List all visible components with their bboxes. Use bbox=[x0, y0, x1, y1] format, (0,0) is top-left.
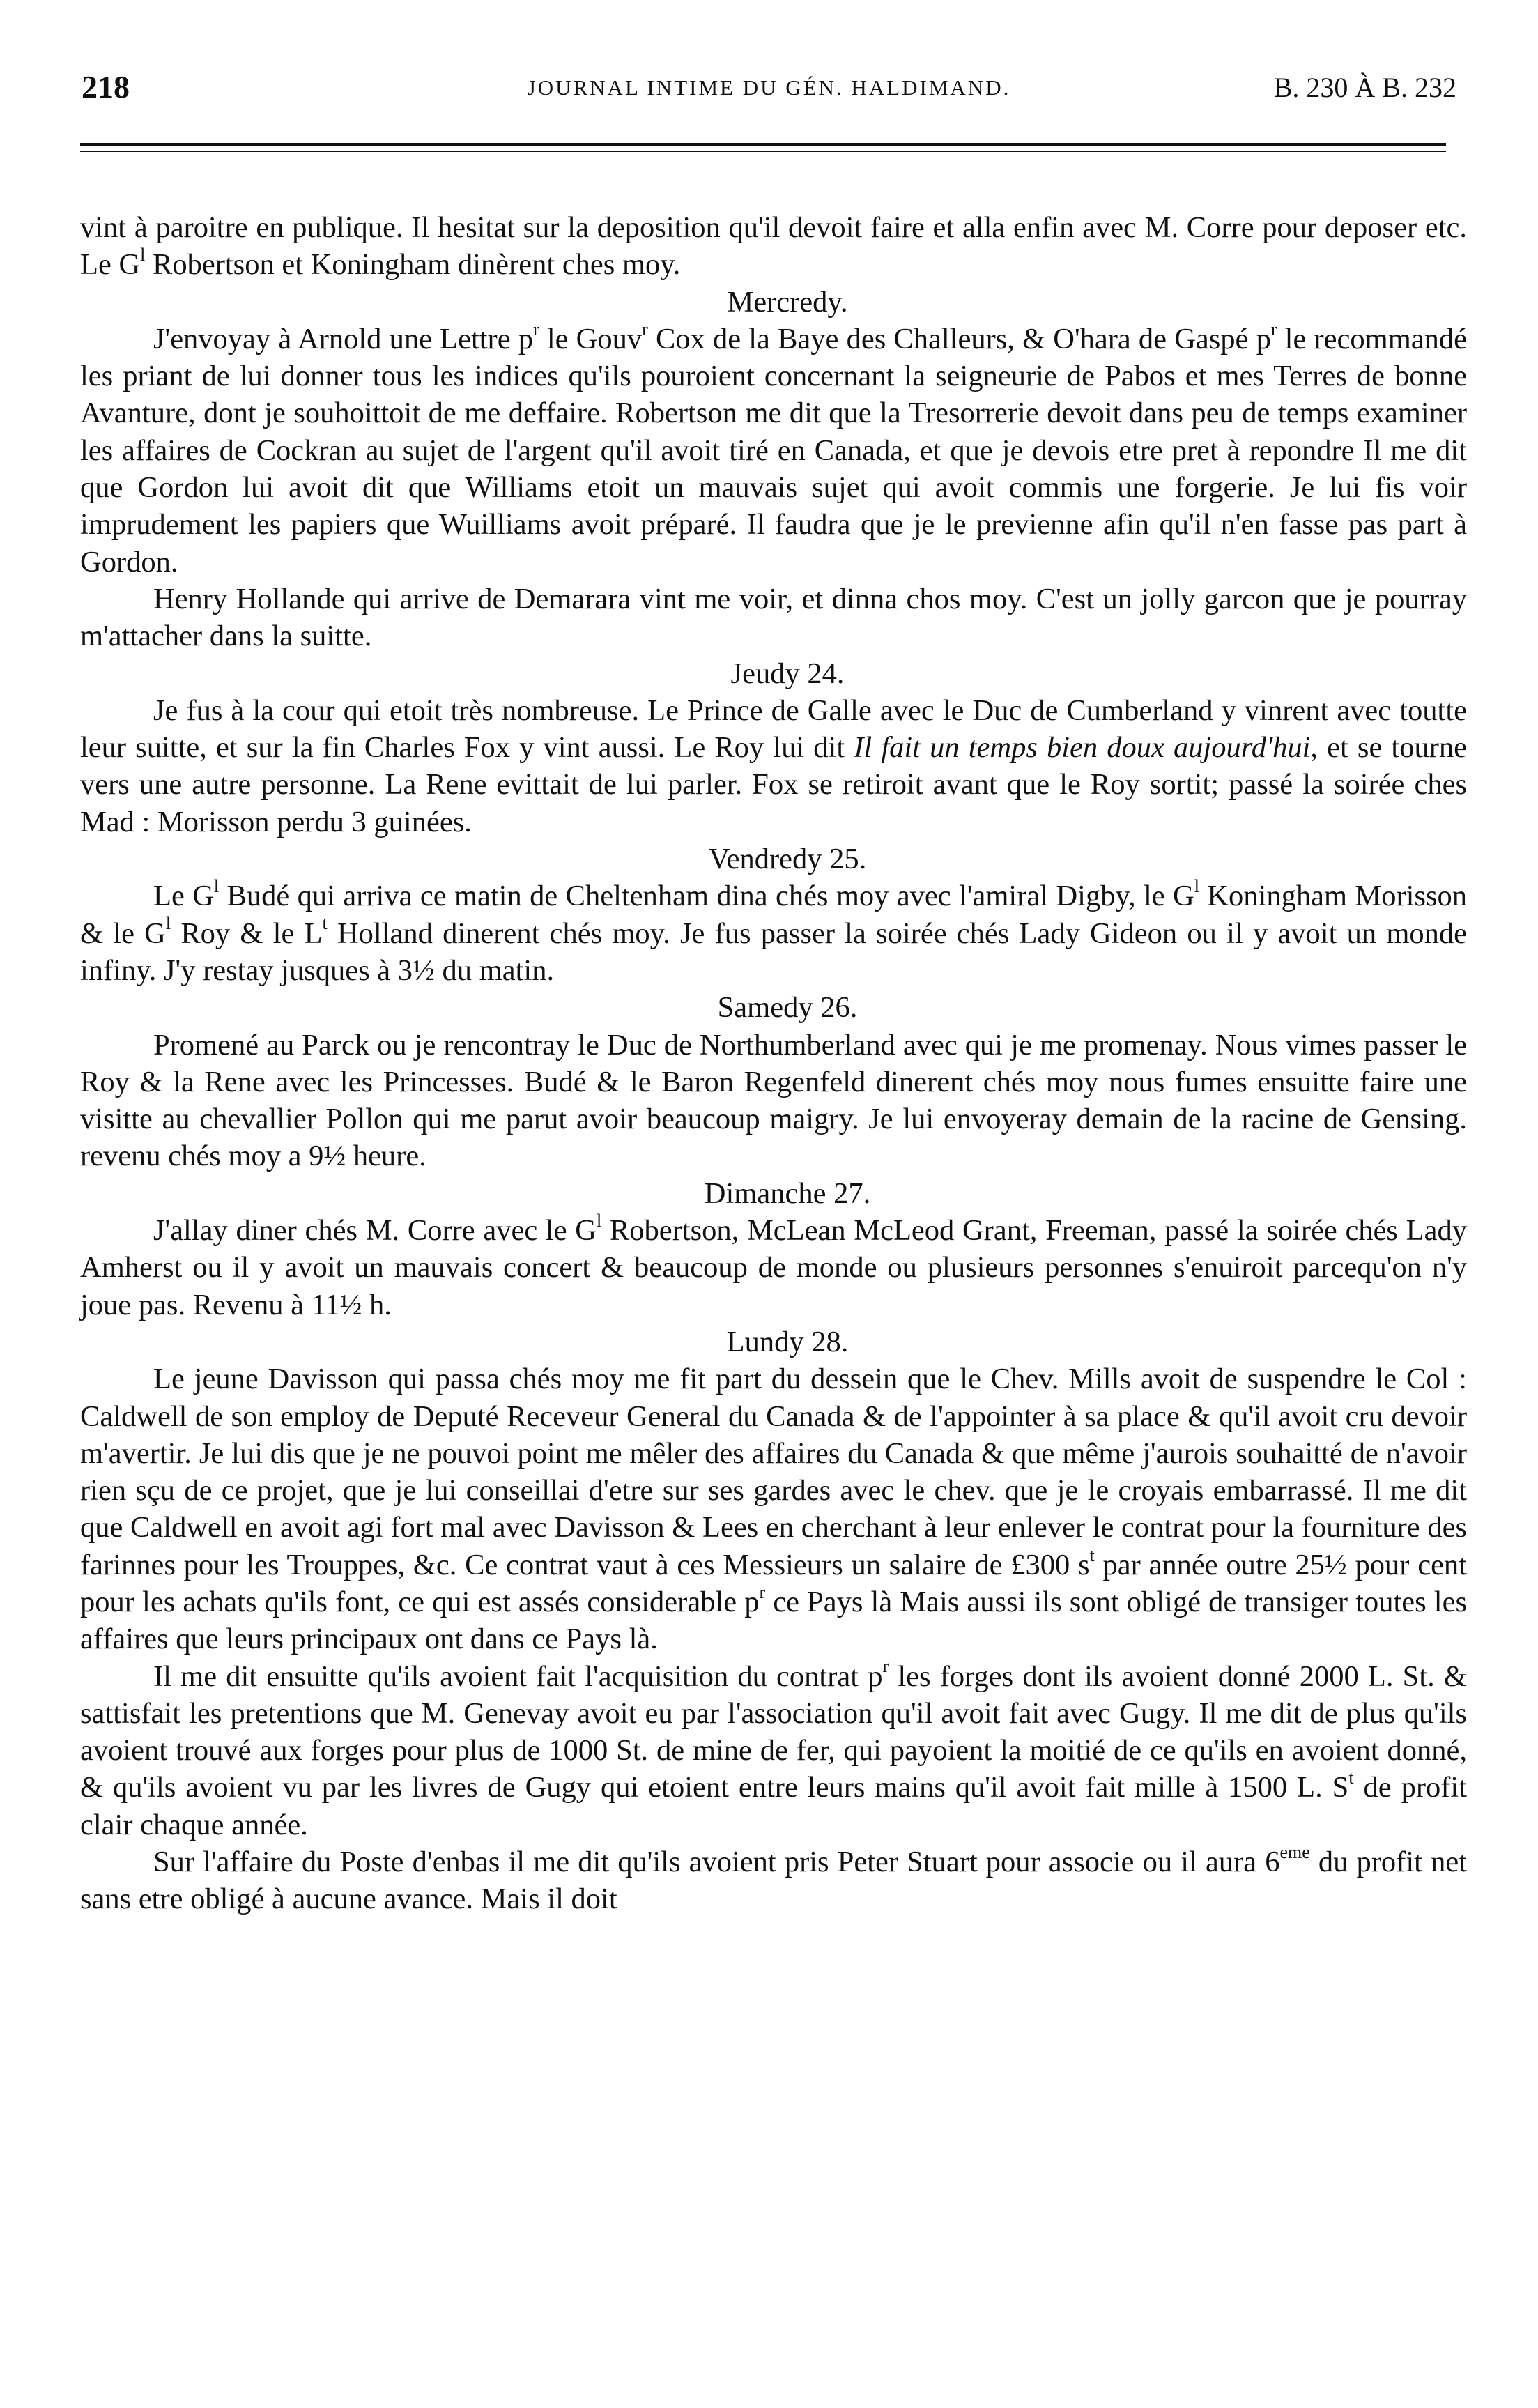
entry-paragraph: Le $G^l$ Budé qui arriva ce matin de Cheltenham dina chés moy avec l'amiral Digby, le $G^l$ Koningham Morisson & le $G^l$ Roy & le $L^t$ Holland dinerent chés moy. Je fus passer la soirée chés Lady Gideon ou il y avoit un monde infiny. J'y restay jusques à 3½ du matin. bbox=[80, 876, 1468, 987]
entry-date: Lundy 28. bbox=[726, 1325, 849, 1358]
entry-range: B. 230 À B. 232 bbox=[1273, 72, 1456, 103]
entry-date: Samedy 26. bbox=[717, 991, 858, 1025]
header-rule bbox=[80, 143, 1446, 146]
running-title: JOURNAL INTIME DU GÉN. HALDIMAND. bbox=[527, 75, 1011, 100]
entry-paragraph: J'envoyay à Arnold une Lettre $p^r$ le Gouv$^r$ Cox de la Baye des Challeurs, & O'hara de Gaspé $p^r$ le recommandé les priant de lui donner tous les indices qu'ils pouroient concernant la seigneurie de Pabos et mes Terres de bonne Avanture, dont je souhoittoit de me deffaire. Robertson me dit que la Tresorrerie devoit dans peu de temps examiner les affaires de Cockran au sujet de l'argent qu'il avoit tiré en Canada, et que je devois etre pret à repondre Il me dit que Gordon lui avoit dit que Williams etoit un mauvais sujet qui avoit commis une forgerie. Je lui fis voir imprudement les papiers que Wuilliams avoit préparé. Il faudra que je le previenne afin qu'il n'en fasse pas part à Gordon. bbox=[80, 319, 1467, 578]
entry-paragraph: Sur l'affaire du Poste d'enbas il me dit qu'ils avoient pris Peter Stuart pour associe ou il aura 6eme du profit net sans etre obligé à aucune avance. Mais il doit bbox=[80, 1841, 1467, 1916]
header-rule-thin bbox=[80, 151, 1446, 152]
journal-text bbox=[80, 209, 1467, 1918]
entry-paragraph: Il me dit ensuitte qu'ils avoient fait l'acquisition du contrat $p^r$ les forges dont ils avoient donné 2000 L. St. & sattisfait les pretentions que M. Genevay avoit eu par l'association qu'il avoit fait avec Gugy. Il me dit de plus qu'ils avoient trouvé aux forges pour plus de 1000 St. de mine de fer, qui payoient la moitié de ce qu'ils en avoient donné, & qu'ils avoient vu par les livres de Gugy qui etoient entre leurs mains qu'il avoit fait mille à 1500 L. $S^t$ de profit clair chaque année. bbox=[80, 1656, 1467, 1841]
entry-date: Jeudy 24. bbox=[730, 657, 845, 690]
entry-paragraph: vint à paroitre en publique. Il hesitat sur la deposition qu'il devoit faire et alla enfin avec M. Corre pour deposer etc. Le $G^l$ Robertson et Koningham dinèrent ches moy. bbox=[80, 211, 1467, 282]
entry-date: Dimanche 27. bbox=[704, 1176, 871, 1210]
entry-date: Vendredy 25. bbox=[708, 843, 867, 876]
running-header bbox=[73, 68, 1465, 117]
entry-paragraph: J'allay diner chés M. Corre avec le $G^l$ Robertson, McLean McLeod Grant, Freeman, passé la soirée chés Lady Amherst ou il y avoit un mauvais concert & beaucoup de monde ou plusieurs personnes s'enuiroit parcequ'on n'y joue pas. Revenu à 11½ h. bbox=[80, 1210, 1468, 1321]
entry-paragraph: Henry Hollande qui arrive de Demarara vint me voir, et dinna chos moy. C'est un jolly garcon que je pourray m'attacher dans la suitte. bbox=[80, 582, 1467, 653]
entry-paragraph: Promené au Parck ou je rencontray le Duc de Northumberland avec qui je me promenay. Nous vimes passer le Roy & la Rene avec les Princesses. Budé & le Baron Regenfeld dinerent chés moy nous fumes ensuitte faire une visitte au chevallier Pollon qui me parut avoir beaucoup maigry. Je lui envoyeray demain de la racine de Gensing. revenu chés moy a 9½ heure. bbox=[80, 1028, 1467, 1173]
entry-paragraph: Je fus à la cour qui etoit très nombreuse. Le Prince de Galle avec le Duc de Cumberland y vinrent avec toutte leur suitte, et sur la fin Charles Fox y vint aussi. Le Roy lui dit Il fait un temps bien doux aujourd'hui, et se tourne vers une autre personne. La Rene evittait de lui parler. Fox se retiroit avant que le Roy sortit; passé la soirée ches Mad : Morisson perdu 3 guinées. bbox=[80, 693, 1467, 838]
page-number: 218 bbox=[82, 69, 130, 105]
entry-date: Mercredy. bbox=[727, 285, 848, 319]
entry-paragraph: Le jeune Davisson qui passa chés moy me fit part du dessein que le Chev. Mills avoit de suspendre le Col : Caldwell de son employ de Deputé Receveur General du Canada & de l'appointer à sa place & qu'il avoit cru devoir m'avertir. Je lui dis que je ne pouvoi point me mêler des affaires du Canada & que même j'aurois souhaitté de n'avoir rien sçu de ce projet, que je lui conseillai d'etre sur ses gardes avec le chev. que je le croyais embarrassé. Il me dit que Caldwell en avoit agi fort mal avec Davisson & Lees en cherchant à leur enlever le contrat pour la fourniture des farinnes pour les Trouppes, &c. Ce contrat vaut à ces Messieurs un salaire de £300 $s^t$ par année outre 25½ pour cent pour les achats qu'ils font, ce qui est assés considerable $p^r$ ce Pays là Mais aussi ils sont obligé de transiger toutes les affaires que leurs principaux ont dans ce Pays là. bbox=[80, 1363, 1467, 1656]
